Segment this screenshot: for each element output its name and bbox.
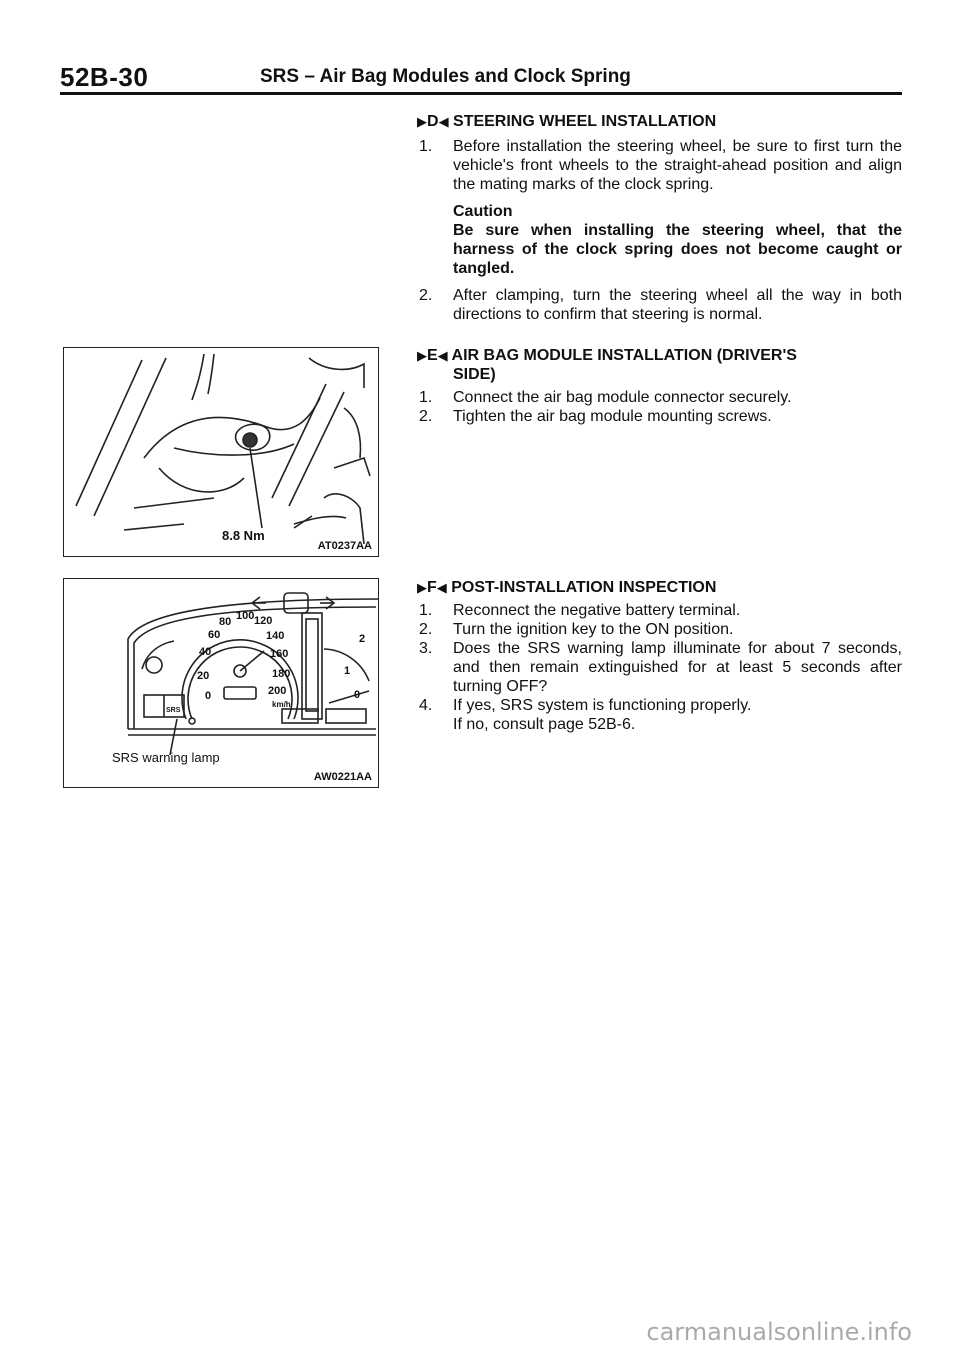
- left-triangle-icon: ◀: [438, 114, 449, 129]
- right-triangle-icon: ▶: [417, 580, 427, 595]
- instrument-cluster-figure: [63, 578, 379, 788]
- list-item: 3. Does the SRS warning lamp illuminate for about 7 seconds, and then remain extinguished for at least 5 seconds after turning OFF?: [419, 640, 902, 695]
- speed-label: 120: [254, 615, 273, 627]
- list-item: 1. Before installation the steering wheel, be sure to first turn the vehicle's front wheels to the straight-ahead position and align the mating marks of the clock spring.: [419, 138, 902, 193]
- section-heading: [417, 112, 902, 131]
- speed-unit-label: km/h: [272, 700, 291, 709]
- list-item: 2. After clamping, turn the steering wheel all the way in both directions to confirm that steering is normal.: [419, 287, 902, 323]
- caution-title: Caution: [453, 203, 513, 220]
- speed-label: 180: [272, 668, 291, 680]
- watermark: carmanualsonline.info: [646, 1318, 912, 1346]
- left-triangle-icon: ◀: [436, 580, 447, 595]
- page-header: [60, 62, 902, 92]
- speed-label: 0: [205, 690, 212, 702]
- left-triangle-icon: ◀: [437, 348, 448, 363]
- section-post-installation-inspection: [417, 578, 902, 734]
- torque-label: 8.8 Nm: [222, 528, 265, 543]
- section-tag: F: [427, 579, 437, 596]
- srs-indicator-label: SRS: [166, 707, 181, 714]
- section-steering-wheel-installation: [417, 112, 902, 324]
- section-title: AIR BAG MODULE INSTALLATION (DRIVER'S: [451, 347, 797, 364]
- speed-label: 20: [197, 670, 210, 682]
- header-rule: [60, 92, 902, 95]
- gauge-label: 1: [344, 665, 351, 677]
- section-title: POST-INSTALLATION INSPECTION: [451, 579, 717, 596]
- steering-wheel-illustration: [64, 348, 378, 556]
- section-tag: D: [427, 113, 439, 130]
- list-item: 1. Reconnect the negative battery terminal.: [419, 602, 741, 619]
- caution-block: [417, 202, 902, 278]
- section-heading: [417, 346, 902, 365]
- speed-label: 140: [266, 630, 285, 642]
- speed-label: 100: [236, 610, 255, 622]
- section-tag: E: [427, 347, 438, 364]
- section-title-line2: SIDE): [453, 366, 496, 383]
- list-item: 1. Connect the air bag module connector securely.: [419, 389, 792, 406]
- speed-label: 200: [268, 685, 287, 697]
- page-number: 52B-30: [60, 62, 149, 92]
- speed-label: 160: [270, 648, 289, 660]
- gauge-label: 0: [354, 689, 361, 701]
- caution-text: Be sure when installing the steering wheel, that the harness of the clock spring does not become caught or tangled.: [453, 222, 902, 277]
- list-item: 4. If yes, SRS system is functioning properly. If no, consult page 52B-6.: [419, 697, 752, 733]
- gauge-label: 2: [359, 633, 366, 645]
- figure-code: AW0221AA: [313, 771, 372, 783]
- figure-caption: SRS warning lamp: [112, 750, 220, 765]
- section-air-bag-module-installation: [417, 346, 902, 426]
- speed-label: 60: [208, 629, 221, 641]
- speed-label: 80: [219, 616, 232, 628]
- section-heading: [417, 578, 902, 597]
- right-triangle-icon: ▶: [417, 114, 427, 129]
- list-item: 2. Tighten the air bag module mounting screws.: [419, 408, 772, 425]
- steering-wheel-figure: [63, 347, 379, 557]
- figure-code: AT0237AA: [317, 540, 372, 552]
- list-item: 2. Turn the ignition key to the ON position.: [419, 621, 734, 638]
- right-triangle-icon: ▶: [417, 348, 427, 363]
- speed-label: 40: [199, 646, 212, 658]
- page-title: SRS – Air Bag Modules and Clock Spring: [260, 66, 631, 87]
- section-title: STEERING WHEEL INSTALLATION: [453, 113, 717, 130]
